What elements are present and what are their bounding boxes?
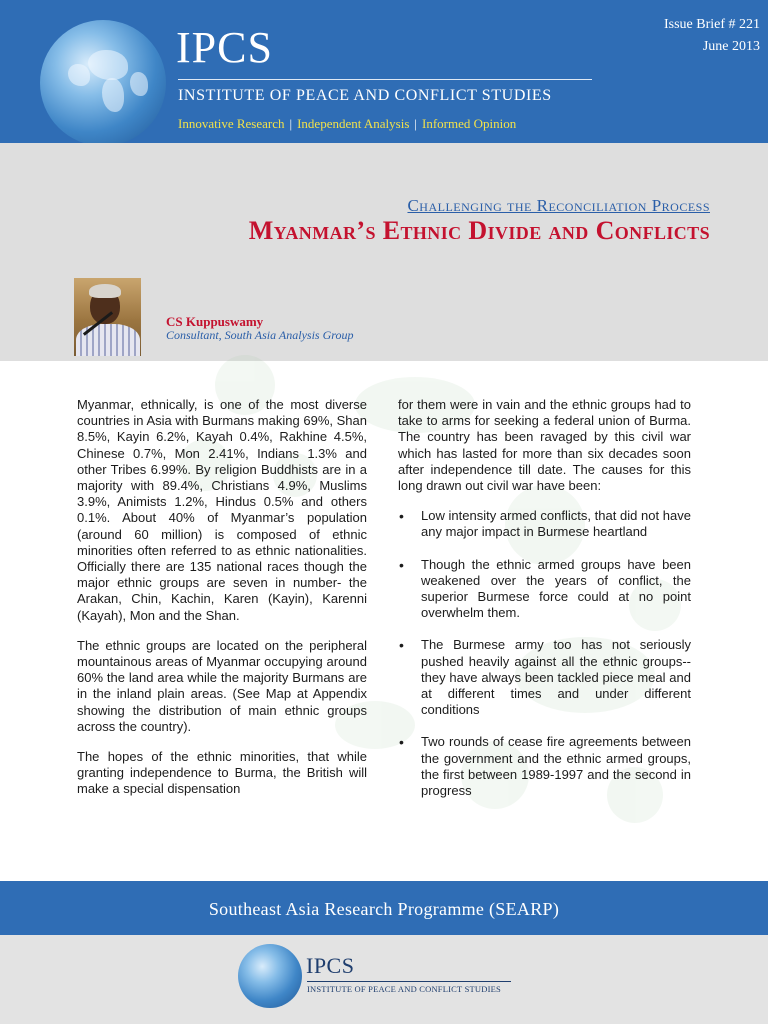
tagline: Innovative Research | Independent Analysis | Informed Opinion (178, 116, 517, 131)
logo-divider (178, 79, 592, 80)
footer-logo-text: IPCS (306, 953, 355, 978)
tagline-item: Informed Opinion (422, 116, 517, 131)
issue-number: Issue Brief # 221 (663, 17, 760, 32)
programme-name: Southeast Asia Research Programme (SEARP) (208, 899, 560, 919)
footer-logo-area (0, 935, 768, 1024)
body-paragraph: The ethnic groups are located on the peripheral mountainous areas of Myanmar occupying around 60% the land area while the majority Burmans are in the inland plain areas. (See Map at Appendix showing the distribution of main ethnic groups across the country). (77, 637, 367, 734)
body-paragraph: for them were in vain and the ethnic groups had to take to arms for seeking a federal union of Burma. The country has been ravaged by this civil war which has lasted for more than six decades soon after independence till date. The causes for this long drawn out civil war have been: (398, 397, 691, 494)
issue-date: June 2013 (702, 39, 760, 54)
logo-text: IPCS (176, 23, 273, 72)
list-item: • Low intensity armed conflicts, that did not have any major impact in Burmese heartland (398, 508, 691, 540)
author-name: CS Kuppuswamy (166, 314, 264, 329)
institute-name: INSTITUTE OF PEACE AND CONFLICT STUDIES (178, 87, 552, 104)
tagline-item: Independent Analysis (297, 116, 410, 131)
header-banner (0, 0, 768, 143)
globe-logo-icon (40, 20, 166, 146)
author-affiliation: Consultant, South Asia Analysis Group (166, 328, 354, 342)
tagline-item: Innovative Research (178, 116, 285, 131)
globe-logo-icon (238, 944, 302, 1008)
author-photo (74, 278, 141, 356)
article-subtitle: Challenging the Reconciliation Process (407, 196, 710, 215)
footer-logo-divider (307, 981, 511, 982)
list-item: • The Burmese army too has not seriously pushed heavily against all the ethnic groups--they have always been tackled piece meal and at different times and under different conditions (398, 637, 691, 718)
body-paragraph: Myanmar, ethnically, is one of the most diverse countries in Asia with Burmans making 69%, Shan 8.5%, Kayin 6.2%, Kayah 0.4%, Rakhine 4.5%, Chinese 0.7%, Mon 2.41%, Indians 1.3% and other Tribes 6.99%. By religion Buddhists are in a majority with 89.4%, Christians 4.9%, Muslims 3.9%, Animists 1.2%, Hindus 0.5% and others 0.1%. About 40% of Myanmar’s population (around 60 million) is composed of ethnic minorities often referred to as ethnic nationalities. Officially there are 135 national races though the major ethnic groups are seven in number- the Arakan, Chin, Kachin, Karen (Kayin), Karenni (Kayah), Mon and the Shan. (77, 397, 367, 623)
causes-list (398, 508, 691, 799)
issue-info (664, 14, 760, 58)
article-title: Myanmar’s Ethnic Divide and Conflicts (248, 216, 710, 245)
footer-institute-name: INSTITUTE OF PEACE AND CONFLICT STUDIES (307, 984, 501, 994)
list-item: • Though the ethnic armed groups have been weakened over the years of conflict, the superior Burmese force could at no point overwhelm them. (398, 557, 691, 622)
list-item: • Two rounds of cease fire agreements between the government and the ethnic armed groups, the first between 1989-1997 and the second in progress (398, 734, 691, 799)
body-paragraph: The hopes of the ethnic minorities, that while granting independence to Burma, the British will make a special dispensation (77, 749, 367, 797)
left-column (77, 397, 367, 812)
right-column (398, 397, 691, 815)
